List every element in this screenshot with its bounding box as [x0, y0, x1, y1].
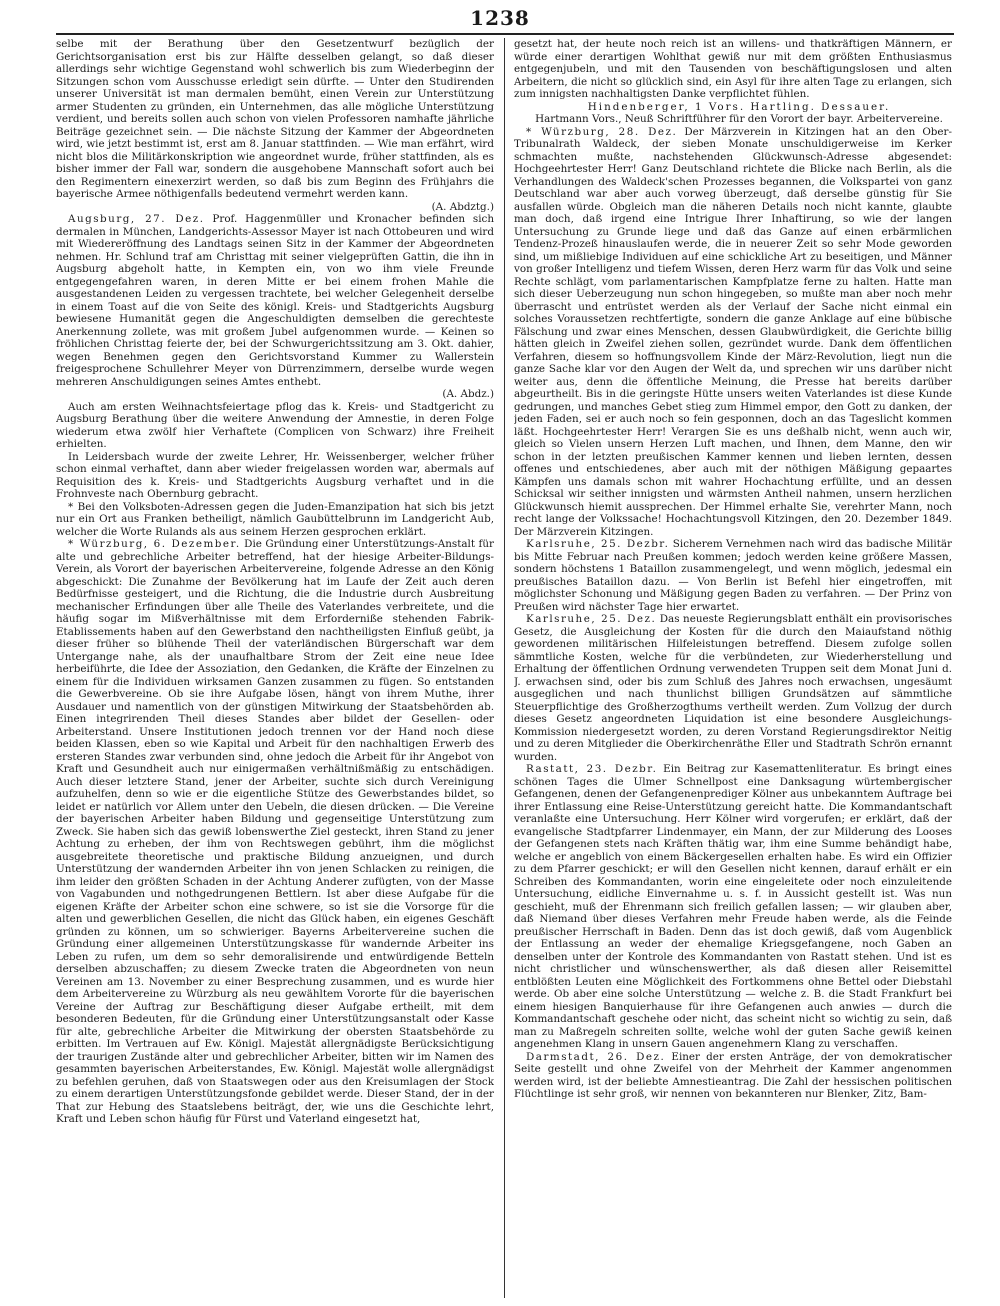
- article-paragraph: [514, 1051, 952, 1101]
- article-paragraph: [514, 538, 952, 613]
- dateline: Augsburg, 27. Dez.: [68, 213, 205, 225]
- article-paragraph: [514, 126, 952, 539]
- article-paragraph: [56, 213, 494, 401]
- dateline: Rastatt, 23. Dezbr.: [526, 763, 658, 775]
- page-number: 1238: [470, 6, 530, 30]
- column-right: [514, 38, 952, 1300]
- column-divider: [504, 38, 505, 1298]
- article-paragraph: [514, 613, 952, 763]
- article-text: selbe mit der Berathung über den Gesetzentwurf bezüglich der Gerichtsorganisation erst bis zur Hälfte desselben gelangt, so daß dieser allerdings sehr wichtige Gegenstand wohl schwerlich bis zum Wiederbeginn der Sitzungen schon vom Ausschusse erledigt sein dürfte. — Unter den Studirenden unserer Universität ist man dermalen bemüht, einen Verein zur Unterstützung armer Studenten zu gründen, ein Unternehmen, das alle mögliche Unterstützung verdient, und bereits sollen auch schon von vielen Professoren namhafte jährliche Beiträge gezeichnet sein. — Die nächste Sitzung der Kammer der Abgeordneten wird, wie jetzt bestimmt ist, erst am 8. Januar stattfinden. — Wie man erfährt, wird nicht blos die Militärkonskription wie angeordnet wurde, früher stattfinden, als es bisher immer der Fall war, sondern die ausgehobene Mannschaft sofort auch bei den Regimentern einexerzirt werden, so daß bis zum Beginn des Frühjahrs die bayerische Armee nöthigenfalls bedeutend vermehrt werden kann.: [56, 38, 494, 200]
- article-text: Einer der ersten Anträge, der von demokratischer Seite gestellt und ohne Zweifel von der Mehrheit der Kammer angenommen werden wird, ist der beliebte Amnestieantrag. Die Zahl der hessischen politischen Flüchtlinge ist sehr groß, wir nennen von bekannteren nur Blenker, Zitz, Bam-: [514, 1050, 952, 1100]
- dateline: Darmstadt, 26. Dez.: [526, 1050, 666, 1063]
- article-paragraph: [56, 538, 494, 1126]
- header-rule: [56, 33, 954, 35]
- article-paragraph: [56, 38, 494, 213]
- article-text: Sicherem Vernehmen nach wird das badische Militär bis Mitte Februar nach Preußen kommen; jedoch werden keine größere Massen, sondern höchstens 1 Bataillon zusammengelegt, und wenn möglich, jedesmal ein preußisches Bataillon dazu. — Von Berlin ist Befehl hier eingetroffen, mit möglichster Schonung und Mäßigung gegen Baden zu verfahren. — Der Prinz von Preußen wird nächster Tage hier erwartet.: [514, 538, 952, 613]
- dateline: * Würzburg, 28. Dez.: [526, 125, 678, 138]
- dateline: * Würzburg, 6. Dezember.: [68, 538, 241, 550]
- article-text: Das neueste Regierungsblatt enthält ein provisorisches Gesetz, die Ausgleichung der Kosten für die durch den Maiaufstand nöthig gewordenen militärischen Hilfeleistungen betreffend. Diesem zufolge sollen sämmtliche Kosten, welche für die verbündeten, zur Wiederherstellung und Erhaltung der öffentlichen Ordnung verwendeten Truppen seit dem Monat Juni d. J. erwachsen sind, oder bis zum Schluß des Jahres noch erwachsen, ungesäumt ausgeglichen und nach thunlichst billigen Grundsätzen auf sämmtliche Steuerpflichtige des Großherzogthums vertheilt werden. Zum Vollzug der durch dieses Gesetz angeordneten Liquidation ist eine besondere Ausgleichungs-Kommission niedergesetzt worden, zu deren Vorstand Regierungsdirektor Neitig und zu deren Mitglieder die Oberkirchenräthe Eller und Stadtrath Schrön ernannt wurden.: [514, 613, 952, 763]
- article-paragraph: In Leidersbach wurde der zweite Lehrer, Hr. Weissenberger, welcher früher schon einmal verhaftet, dann aber wieder freigelassen worden war, abermals auf Requisition des k. Kreis- und Stadtgerichts Augsburg verhaftet und in die Frohnveste nach Obernburg gebracht.: [56, 450, 494, 500]
- article-paragraph: gesetzt hat, der heute noch reich ist an willens- und thatkräftigen Männern, er würde einer derartigen Wohlthat gewiß nur mit dem größten Enthusiasmus entgegenjubeln, und mit den Tausenden von beschäftigungslosen und alten Arbeitern, die nicht so glücklich sind, ein Asyl für ihre alten Tage zu erlangen, sich zum innigsten nachhaltigsten Danke verpflichtet fühlen.: [514, 38, 952, 100]
- dateline: Karlsruhe, 25. Dezbr.: [526, 538, 670, 550]
- article-text: Prof. Haggenmüller und Kronacher befinden sich dermalen in München, Landgerichts-Assessor Mayer ist nach Ottobeuren und wird mit Wiedereröffnung des Landtags seinen Sitz in der Kammer der Abgeordneten nehmen. Hr. Schlund traf am Christtag mit seiner vielgeprüften Gattin, die ihn in Augsburg abgeholt hatte, in Kempten ein, von wo ihm viele Freunde entgegengefahren waren, in deren Mitte er bei einem frohen Mahle die ausgestandenen Leiden zu vergessen trachtete, bei welcher Gelegenheit derselbe in einem Toast auf die von Seite des königl. Kreis- und Stadtgerichts Augsburg bewiesene Humanität gegen die Angeschuldigten demselben die gerechteste Anerkennung zollete, was mit großem Jubel aufgenommen wurde. — Keinen so fröhlichen Christtag feierte der, bei der Schwurgerichtssitzung am 3. Okt. dahier, wegen Benehmen gegen den Gerichtsvorstand Kummer zu Wallerstein freigesprochene Schullehrer Meyer von Dürrenzimmern, derselbe wurde wegen mehreren Anschuldigungen seines Amtes enthebt.: [56, 213, 494, 388]
- article-text: Der Märzverein in Kitzingen hat an den Ober-Tribunalrath Waldeck, der sieben Monate unschuldigerweise im Kerker schmachten mußte, nachstehenden Glückwunsch-Adresse abgesendet: Hochgeehrtester Herr! Ganz Deutschland richtete die Blicke nach Berlin, als die Verhandlungen des Waldeck'schen Prozesses begannen, die Volkspartei von ganz Deutschland war aber auch vorweg überzeugt, daß derselbe günstig für Sie ausfallen würde. Obgleich man die näheren Details noch nicht kannte, glaubte man doch, daß irgend eine Intrigue Ihrer Inhaftirung, so wie der langen Untersuchung zu Grunde liege und daß das Ganze auf einen erbärmlichen Tendenz-Prozeß hinauslaufen werde, die in neuerer Zeit so sehr Mode geworden sind, um mißliebige Individuen auf eine schickliche Art zu beseitigen, und Männer von großer Intelligenz und tiefem Wissen, deren Herz warm für das Volk und seine Rechte schlägt, vom parlamentarischen Kampfplatze ferne zu halten. Hatte man sich dieser Ueberzeugung nun schon hingegeben, so mußte man aber noch mehr überrascht und entrüstet werden als der Verlauf der Sache nicht einmal ein solches Voraussetzen rechtfertigte, sondern die ganze Anklage auf eine bübische Fälschung und zwar eines Menschen, dessen Glaubwürdigkeit, die Gerichte billig hätten gleich in Zweifel ziehen sollen, gezründet wurde. Dank dem öffentlichen Verfahren, diesem so hoffnungsvollem Kinde der März-Revolution, liegt nun die ganze Sache klar vor den Augen der Welt da, und sprechen wir uns darüber nicht weiter aus, denn die öffentliche Meinung, die Presse hat bereits darüber abgeurtheilt. Bis in die geringste Hütte unsers weiten Vaterlandes ist diese Kunde gedrungen, und manches Gebet stieg zum Himmel empor, den Gott zu danken, der jeden Faden, sei er auch noch so fein gesponnen, doch an das Tageslicht kommen läßt. Hochgeehrtester Herr! Verargen Sie es uns deßhalb nicht, wenn auch wir, gleich so Vielen unsern Herzen Luft machen, und Ihnen, dem Manne, den wir schon in der letzten preußischen Kammer kennen und lieben lernten, dessen offenes und entschiedenes, aber auch mit der nöthigen Mäßigung gepaartes Kämpfen uns damals schon mit wahrer Hochachtung erfüllte, und an dessen Schicksal wir seither innigsten und wärmsten Antheil nahmen, unsern herzlichen Glückwunsch hiemit aussprechen. Der Himmel erhalte Sie, verehrter Mann, noch recht lange der Volkssache! Hochachtungsvoll Kitzingen, den 20. Dezember 1849. Der Märzverein Kitzingen.: [514, 125, 952, 538]
- dateline: Karlsruhe, 25. Dez.: [526, 613, 657, 625]
- signature-line: Hartmann Vors., Neuß Schriftführer für den Vorort der bayr. Arbeitervereine.: [535, 113, 943, 125]
- article-paragraph: Auch am ersten Weihnachtsfeiertage pflog das k. Kreis- und Stadtgericht zu Augsburg Berathung über die weitere Anwendung der Amnestie, in deren Folge wiederum etwa zwölf hier Verhaftete (Complicen von Schwarz) ihre Freiheit erhielten.: [56, 400, 494, 450]
- source-citation: (A. Abdztg.): [431, 200, 494, 213]
- article-paragraph: * Bei den Volksboten-Adressen gegen die Juden-Emanzipation hat sich bis jetzt nur ein Ort aus Franken betheiligt, nämlich Gaubüttelbrunn im Landgericht Aub, welcher die Worte Rulands als aus seinem Herzen gesprochen erklärt.: [56, 500, 494, 538]
- column-left: [56, 38, 494, 1300]
- source-citation: (A. Abdz.): [442, 388, 494, 400]
- article-text: Ein Beitrag zur Kasemattenliteratur. Es bringt eines schönen Tages die Ulmer Schnellpost eine Danksagung würtembergischer Gefangenen, denen der Gefangenenprediger Kölner aus unbekanntem Auftrage bei ihrer Entlassung eine Reise-Unterstützung gereicht hatte. Die Kommandantschaft veranlaßte eine Untersuchung. Herr Kölner wird vorgerufen; er erklärt, daß der evangelische Stadtpfarrer Lindenmayer, ein Mann, der zur Milderung des Looses der Gefangenen stets nach Kräften thätig war, ihm eine Summe behändigt habe, welche er angeblich von einem Bäckergesellen erhalten habe. Es wird ein Offizier zu dem Pfarrer geschickt; er will den Gesellen nicht kennen, darauf erhält er ein Schreiben des Kommandanten, worin eine eingeleitete oder noch einzuleitende Untersuchung, eidliche Einvernahme u. s. f. in Aussicht gestellt ist. Was nun geschieht, muß der Ehrenmann sich freilich gefallen lassen; — wir glauben aber, daß Niemand über dieses Verfahren mehr Freude haben werde, als die Feinde preußischer Herrschaft in Baden. Denn das ist doch gewiß, daß vom Augenblick der Entlassung an weder der ehemalige Kriegsgefangene, noch Gaben an denselben unter der Kontrole des Kommandanten von Rastatt stehen. Und ist es nicht christlicher und wünschenswerther, als daß diesen aller Reisemittel entblößten Leuten eine Möglichkeit des Fortkommens ohne Bettel oder Diebstahl werde. Ob aber eine solche Unterstützung — welche z. B. die Stadt Frankfurt bei einem hiesigen Banquierhause für ihre Gefangenen auch anwies — durch die Kommandantschaft geschehe oder nicht, das scheint nicht so wichtig zu sein, daß man zu Maßregeln schreiten sollte, welche wohl der guten Sache gewiß keinen angenehmen Klang in unsern Gauen angenehmern Klang zu verschaffen.: [514, 763, 952, 1050]
- article-text: Die Gründung einer Unterstützungs-Anstalt für alte und gebrechliche Arbeiter betreffend, hat der hiesige Arbeiter-Bildungs-Verein, als Vorort der bayerischen Arbeitervereine, folgende Adresse an den König abgeschickt: Die Zunahme der Bevölkerung hat im Laufe der Zeit auch deren Bedürfnisse gesteigert, und die Richtung, die die Industrie durch Ausbreitung mechanischer Erfindungen über alle Theile des Vaterlandes verbreitete, und die häufig sogar im Mißverhältnisse mit dem Erforderniße stehenden Fabrik-Etablissements haben auf den Gewerbstand den nachtheiligsten Einfluß geübt, ja dieser früher so blühende Theil der vaterländischen Bürgerschaft war dem Untergange nahe, als der unaufhaltbare Strom der Zeit eine neue Idee herbeiführte, die Idee der Assoziation, den Gedanken, die Kräfte der Einzelnen zu einem für die Individuen wirksamen Ganzen zusammen zu fügen. So entstanden die Gewerbvereine. Ob sie ihre Aufgabe lösen, hängt von ihrem Muthe, ihrer Ausdauer und namentlich von der günstigen Mitwirkung der Staatsbehörden ab. Einen integrirenden Theil dieses Standes aber bildet der Gesellen- oder Arbeiterstand. Unsere Institutionen jedoch trennen vor der Hand noch diese beiden Klassen, eben so wie Kapital und Arbeit für den nachhaltigen Erwerb des ersteren Standes zwar verbunden sind, ohne jedoch die Arbeit für ihr Angebot von Kraft und Gesundheit auch nur einigermaßen verhältnißmäßig zu entschädigen. Auch dieser letztere Stand, jener der Arbeiter, suchte sich durch Vereinigung aufzuhelfen, denn so wie er die eigentliche Stütze des Gewerbstandes bildet, so leidet er natürlich vor Allem unter den Uebeln, die diesen drücken. — Die Vereine der bayerischen Arbeiter haben Bildung und gegenseitige Unterstützung zum Zweck. Sie haben sich das gewiß lobenswerthe Ziel gesteckt, ihren Stand zu jener Achtung zu erheben, der ihm von Rechtswegen gebührt, ihm die möglichst ausgebreitete theoretische und praktische Bildung anzueignen, und durch Unterstützung der wandernden Arbeiter ihn von jenen Schlacken zu reinigen, die ihm leider den größten Schaden in der Achtung Anderer zufügten, von der Masse von Vagabunden und nothgedrungenen Bettlern. Ist aber diese Aufgabe für die eigenen Kräfte der Arbeiter schon eine schwere, so ist sie die Vorsorge für die alten und gewerblichen Gesellen, die nicht das Glück haben, ein eigenes Geschäft gründen zu können, um so schwieriger. Bayerns Arbeitervereine suchen die Gründung einer allgemeinen Unterstützungskasse für wandernde Arbeiter ins Leben zu rufen, um dem so sehr demoralisirende und entwürdigende Betteln derselben abzuschaffen; zu diesem Zwecke traten die Abgeordneten von neun Vereinen am 13. November zu einer Besprechung zusammen, und es wurde hier dem Arbeitervereine zu Würzburg als neu gewähltem Vororte für die bayerischen Vereine der Auftrag zur Beschäftigung dieser Aufgabe ertheilt, mit dem besonderen Bedeuten, für die Gründung einer Unterstützungsanstalt oder Kasse für alte, gebrechliche Arbeiter die Mitwirkung der obersten Staatsbehörde zu erbitten. Im Vertrauen auf Ew. Königl. Majestät allergnädigste Berücksichtigung der traurigen Zustände alter und gebrechlicher Arbeiter, bitten wir im Namen des gesammten bayerischen Arbeiterstandes, Ew. Königl. Majestät wolle allergnädigst zu befehlen geruhen, daß von Staatswegen oder aus den Kreisumlagen der Stock zu einem derartigen Unterstützungsfonde gebildet werde. Dieser Stand, der in der That zur Hebung des Staatslebens beiträgt, der, wie uns die Geschichte lehrt, Kraft und Leben schon häufig für Fürst und Vaterland eingesetzt hat,: [56, 538, 494, 1125]
- signature-line: Hindenberger, 1 Vors. Hartling. Dessauer.: [587, 100, 891, 113]
- article-paragraph: [514, 763, 952, 1051]
